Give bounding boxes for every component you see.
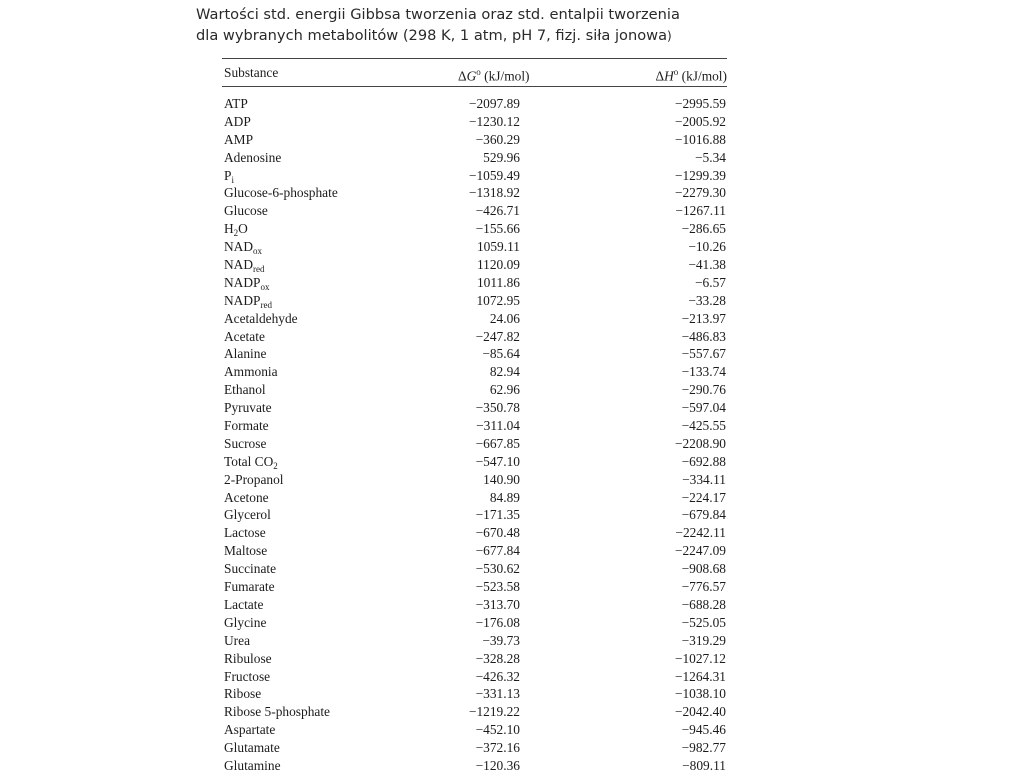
- cell-delta-g: −452.10: [475, 722, 520, 738]
- header-delta-h-var: H: [664, 68, 674, 84]
- cell-delta-g: −1230.12: [468, 113, 520, 129]
- table-row: [222, 256, 727, 274]
- cell-delta-g: 529.96: [483, 149, 520, 165]
- cell-delta-h: −692.88: [681, 453, 726, 469]
- substance-name: Total CO: [224, 453, 274, 469]
- substance-name: Fumarate: [224, 579, 275, 595]
- table-row: [222, 435, 727, 453]
- cell-delta-h: −2279.30: [674, 185, 726, 201]
- substance-name: 2-Propanol: [224, 471, 284, 487]
- cell-delta-g: 140.90: [483, 471, 520, 487]
- cell-delta-h: −486.83: [681, 328, 726, 344]
- table-row: [222, 668, 727, 686]
- cell-delta-h: −2208.90: [674, 435, 726, 451]
- substance-name: NAD: [224, 239, 254, 255]
- cell-delta-g: 1011.86: [476, 274, 520, 290]
- cell-delta-h: −525.05: [681, 614, 726, 630]
- table-row: [222, 149, 727, 167]
- substance-name: Pyruvate: [224, 400, 272, 416]
- cell-delta-g: −176.08: [475, 614, 520, 630]
- header-substance: Substance: [224, 65, 279, 80]
- table-row: [222, 113, 727, 131]
- cell-delta-g: −426.71: [475, 203, 520, 219]
- substance-subscript: i: [231, 174, 234, 185]
- substance-name: Succinate: [224, 561, 277, 577]
- cell-delta-h: −945.46: [681, 722, 726, 738]
- cell-substance: [224, 703, 330, 721]
- substance-name: Acetone: [224, 489, 269, 505]
- cell-delta-g: −547.10: [475, 453, 520, 469]
- cell-delta-h: −1299.39: [674, 167, 726, 183]
- table-row: [222, 757, 727, 775]
- table-row: [222, 578, 727, 596]
- cell-delta-h: −688.28: [681, 596, 726, 612]
- header-delta-g: [458, 59, 530, 89]
- substance-name: Lactate: [224, 596, 264, 612]
- table-row: [222, 650, 727, 668]
- substance-name: Acetaldehyde: [224, 310, 298, 326]
- cell-delta-g: 82.94: [489, 364, 520, 380]
- cell-delta-h: −33.28: [688, 292, 726, 308]
- cell-delta-g: −171.35: [475, 507, 520, 523]
- substance-name: AMP: [224, 131, 254, 147]
- cell-delta-h: −809.11: [682, 757, 726, 773]
- substance-name: Ribose 5-phosphate: [224, 704, 330, 720]
- table-row: [222, 310, 727, 328]
- cell-substance: [224, 506, 271, 524]
- cell-substance: [224, 184, 338, 202]
- substance-name: NAD: [224, 257, 254, 273]
- table-row: [222, 238, 727, 256]
- substance-subscript: 2: [233, 228, 239, 239]
- cell-delta-h: −290.76: [681, 382, 726, 398]
- cell-delta-g: −1318.92: [468, 185, 520, 201]
- table-row: [222, 131, 727, 149]
- table-row: [222, 184, 727, 202]
- cell-substance: [224, 757, 281, 775]
- cell-delta-h: −286.65: [681, 221, 726, 237]
- cell-delta-g: 1059.11: [476, 239, 520, 255]
- table-row: [222, 95, 727, 113]
- substance-name: Adenosine: [224, 149, 282, 165]
- cell-substance: [224, 739, 280, 757]
- substance-name: NADP: [224, 274, 261, 290]
- cell-substance: [224, 202, 268, 220]
- cell-delta-g: −523.58: [475, 579, 520, 595]
- table-header: [222, 59, 727, 86]
- cell-delta-h: −982.77: [681, 740, 726, 756]
- cell-delta-g: −2097.89: [468, 96, 520, 111]
- cell-delta-g: −155.66: [475, 221, 520, 237]
- cell-delta-g: 1072.95: [476, 292, 520, 308]
- cell-delta-g: −372.16: [475, 740, 520, 756]
- cell-delta-h: −133.74: [681, 364, 726, 380]
- substance-name: Glycine: [224, 614, 267, 630]
- substance-subscript: red: [253, 264, 265, 275]
- header-delta-g-sup: o: [476, 67, 481, 77]
- cell-delta-g: −313.70: [475, 596, 520, 612]
- cell-substance: [224, 238, 262, 256]
- substance-name: Ethanol: [224, 382, 266, 398]
- cell-delta-g: −426.32: [475, 668, 520, 684]
- cell-delta-h: −1267.11: [675, 203, 726, 219]
- cell-delta-h: −6.57: [695, 274, 726, 290]
- header-delta-h: [655, 59, 727, 89]
- substance-name: Aspartate: [224, 722, 276, 738]
- table-row: [222, 685, 727, 703]
- cell-delta-h: −597.04: [681, 400, 726, 416]
- cell-delta-g: −247.82: [475, 328, 520, 344]
- cell-delta-g: −530.62: [475, 561, 520, 577]
- cell-substance: [224, 650, 272, 668]
- cell-substance: [224, 578, 275, 596]
- cell-substance: [224, 542, 267, 560]
- cell-substance: [224, 471, 284, 489]
- title-line-2-text: dla wybranych metabolitów (298 K, 1 atm, pH 7, fizj. siła jonowa: [196, 27, 668, 44]
- cell-delta-g: −360.29: [475, 131, 520, 147]
- header-delta-g-symbol: Δ: [458, 68, 467, 84]
- cell-delta-h: −2042.40: [674, 704, 726, 720]
- substance-subscript: 2: [273, 460, 278, 471]
- cell-delta-h: −679.84: [681, 507, 726, 523]
- cell-delta-h: −10.26: [688, 239, 726, 255]
- cell-substance: [224, 560, 276, 578]
- table-row: [222, 614, 727, 632]
- header-delta-h-sup: o: [673, 67, 679, 77]
- cell-delta-h: −2247.09: [674, 543, 726, 559]
- cell-substance: [224, 220, 248, 238]
- cell-delta-g: 84.89: [489, 489, 520, 505]
- cell-substance: [224, 363, 278, 381]
- cell-delta-h: −2005.92: [674, 113, 726, 129]
- header-delta-h-unit: (kJ/mol): [678, 68, 727, 84]
- cell-delta-g: −350.78: [475, 400, 520, 416]
- table-row: [222, 381, 727, 399]
- header-delta-h-symbol: Δ: [655, 68, 665, 84]
- cell-delta-g: −670.48: [475, 525, 520, 541]
- table-row: [222, 542, 727, 560]
- cell-substance: [224, 721, 275, 739]
- table-row: [222, 632, 727, 650]
- substance-name: Lactose: [224, 525, 266, 541]
- substance-name: Ammonia: [224, 364, 278, 380]
- substance-subscript: ox: [260, 281, 270, 292]
- thermodynamics-table: [222, 58, 727, 775]
- cell-delta-h: −776.57: [681, 579, 726, 595]
- substance-name: Glucose-6-phosphate: [224, 185, 338, 201]
- table-row: [222, 560, 727, 578]
- cell-delta-g: −85.64: [482, 346, 520, 362]
- cell-delta-h: −1038.10: [674, 686, 726, 702]
- table-row: [222, 524, 727, 542]
- cell-substance: [224, 632, 250, 650]
- table-row: [222, 721, 727, 739]
- substance-name: Ribulose: [224, 650, 272, 666]
- table-body: [222, 95, 727, 775]
- cell-substance: [224, 131, 253, 149]
- substance-name: Glucose: [224, 203, 268, 219]
- title-line-2-end: ): [667, 29, 672, 43]
- cell-substance: [224, 489, 269, 507]
- cell-delta-g: 1120.09: [476, 257, 520, 273]
- cell-delta-h: −41.38: [688, 257, 726, 273]
- table-row: [222, 399, 727, 417]
- cell-substance: [224, 328, 265, 346]
- table-row: [222, 292, 727, 310]
- table-row: [222, 489, 727, 507]
- substance-name: Maltose: [224, 543, 268, 559]
- cell-substance: [224, 381, 266, 399]
- table-row: [222, 506, 727, 524]
- table-row: [222, 417, 727, 435]
- table-row: [222, 703, 727, 721]
- cell-delta-h: −557.67: [681, 346, 726, 362]
- table-row: [222, 167, 727, 185]
- table-row: [222, 363, 727, 381]
- cell-delta-g: 24.06: [489, 310, 520, 326]
- substance-name: Glutamine: [224, 757, 281, 773]
- substance-name: Urea: [224, 632, 251, 648]
- cell-delta-g: −667.85: [475, 435, 520, 451]
- cell-delta-h: −1016.88: [674, 131, 726, 147]
- substance-name: P: [224, 167, 232, 183]
- cell-substance: [224, 113, 251, 131]
- table-row: [222, 220, 727, 238]
- cell-delta-g: 62.96: [489, 382, 520, 398]
- table-row: [222, 328, 727, 346]
- cell-delta-h: −2242.11: [675, 525, 726, 541]
- cell-substance: [224, 95, 248, 113]
- header-delta-g-unit: (kJ/mol): [480, 68, 530, 84]
- table-row: [222, 471, 727, 489]
- table-row: [222, 202, 727, 220]
- cell-delta-h: −1027.12: [674, 650, 726, 666]
- substance-name: ADP: [224, 113, 251, 129]
- cell-substance: [224, 453, 278, 471]
- cell-delta-h: −908.68: [681, 561, 726, 577]
- cell-delta-h: −224.17: [681, 489, 726, 505]
- substance-name: NADP: [224, 292, 261, 308]
- substance-name: Ribose: [224, 686, 262, 702]
- substance-name: H: [224, 221, 234, 237]
- cell-substance: [224, 435, 266, 453]
- substance-name: ATP: [224, 96, 248, 111]
- cell-substance: [224, 614, 266, 632]
- cell-delta-h: −425.55: [681, 418, 726, 434]
- cell-delta-g: −1219.22: [468, 704, 520, 720]
- substance-subscript: ox: [253, 246, 263, 257]
- substance-name: Glutamate: [224, 740, 280, 756]
- cell-delta-h: −2995.59: [674, 96, 726, 111]
- cell-substance: [224, 149, 281, 167]
- cell-delta-g: −328.28: [475, 650, 520, 666]
- title-line-1: Wartości std. energii Gibbsa tworzenia oraz std. entalpii tworzenia: [196, 6, 680, 23]
- cell-delta-h: −319.29: [681, 632, 726, 648]
- cell-delta-h: −5.34: [695, 149, 726, 165]
- cell-substance: [224, 274, 269, 292]
- title-line-2: [196, 25, 796, 47]
- substance-name-tail: O: [238, 221, 248, 237]
- cell-delta-g: −1059.49: [468, 167, 520, 183]
- cell-substance: [224, 167, 234, 185]
- cell-delta-g: −311.04: [476, 418, 520, 434]
- cell-delta-g: −331.13: [475, 686, 520, 702]
- substance-name: Acetate: [224, 328, 265, 344]
- substance-name: Sucrose: [224, 435, 267, 451]
- substance-name: Fructose: [224, 668, 271, 684]
- cell-substance: [224, 345, 266, 363]
- substance-name: Alanine: [224, 346, 267, 362]
- cell-delta-h: −1264.31: [674, 668, 726, 684]
- cell-substance: [224, 417, 269, 435]
- cell-substance: [224, 685, 261, 703]
- cell-substance: [224, 668, 270, 686]
- table-row: [222, 345, 727, 363]
- cell-substance: [224, 256, 265, 274]
- cell-substance: [224, 310, 298, 328]
- cell-substance: [224, 524, 266, 542]
- substance-name: Glycerol: [224, 507, 271, 523]
- cell-substance: [224, 292, 272, 310]
- cell-substance: [224, 596, 263, 614]
- cell-substance: [224, 399, 272, 417]
- table-row: [222, 274, 727, 292]
- table-row: [222, 596, 727, 614]
- cell-delta-h: −334.11: [682, 471, 726, 487]
- table-row: [222, 739, 727, 757]
- substance-name: Formate: [224, 418, 269, 434]
- slide-title: [196, 4, 796, 47]
- table-row: [222, 453, 727, 471]
- substance-subscript: red: [260, 299, 272, 310]
- cell-delta-h: −213.97: [681, 310, 726, 326]
- cell-delta-g: −39.73: [482, 632, 520, 648]
- cell-delta-g: −120.36: [475, 757, 520, 773]
- header-delta-g-var: G: [466, 68, 477, 84]
- cell-delta-g: −677.84: [475, 543, 520, 559]
